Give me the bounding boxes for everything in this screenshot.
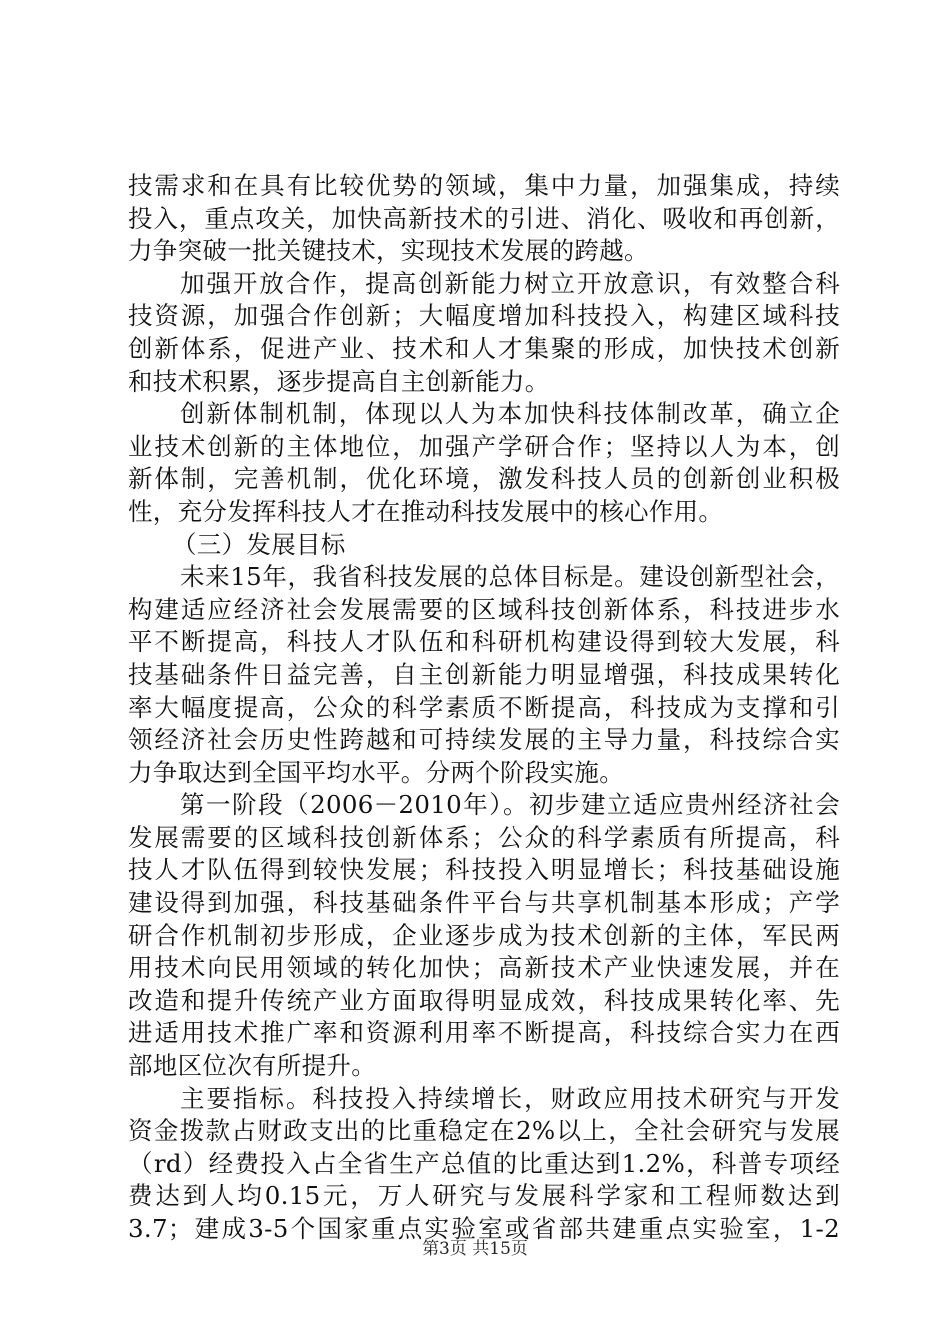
text-line: 加强开放合作，提高创新能力树立开放意识，有效整合科	[180, 268, 840, 298]
text-line: 和技术积累，逐步提高自主创新能力。	[128, 366, 550, 396]
text-line: 用技术向民用领域的转化加快；高新技术产业快速发展，并在	[128, 953, 840, 983]
text-line: 创新体制机制，体现以人为本加快科技体制改革，确立企	[180, 399, 840, 429]
text-line: 资金拨款占财政支出的比重稳定在2%以上，全社会研究与发展	[128, 1116, 840, 1146]
text-line: （rd）经费投入占全省生产总值的比重达到1.2%，科普专项经	[128, 1148, 840, 1178]
page-footer	[0, 1238, 950, 1260]
text-line: 部地区位次有所提升。	[128, 1051, 376, 1081]
text-line: 未来15年，我省科技发展的总体目标是。建设创新型社会，	[180, 562, 840, 592]
text-line: 构建适应经济社会发展需要的区域科技创新体系，科技进步水	[128, 594, 840, 624]
text-line: 改造和提升传统产业方面取得明显成效，科技成果转化率、先	[128, 985, 840, 1015]
text-line: 费达到人均0.15元，万人研究与发展科学家和工程师数达到	[128, 1181, 840, 1211]
text-line: 率大幅度提高，公众的科学素质不断提高，科技成为支撑和引	[128, 692, 840, 722]
text-line: 力争突破一批关键技术，实现技术发展的跨越。	[128, 236, 649, 266]
text-line: 技基础条件日益完善，自主创新能力明显增强，科技成果转化	[128, 659, 840, 689]
section-heading: （三）发展目标	[172, 529, 346, 559]
text-line: 主要指标。科技投入持续增长，财政应用技术研究与开发	[180, 1083, 840, 1113]
text-line: 平不断提高，科技人才队伍和科研机构建设得到较大发展，科	[128, 627, 840, 657]
document-body	[128, 170, 840, 1246]
text-line: 力争取达到全国平均水平。分两个阶段实施。	[128, 757, 624, 787]
text-line: 性，充分发挥科技人才在推动科技发展中的核心作用。	[128, 496, 724, 526]
text-line: 技资源，加强合作创新；大幅度增加科技投入，构建区域科技	[128, 301, 840, 331]
text-line: 研合作机制初步形成，企业逐步成为技术创新的主体，军民两	[128, 920, 840, 950]
text-line: 进适用技术推广率和资源利用率不断提高，科技综合实力在西	[128, 1018, 840, 1048]
text-line: 领经济社会历史性跨越和可持续发展的主导力量，科技综合实	[128, 725, 840, 755]
text-line: 发展需要的区域科技创新体系；公众的科学素质有所提高，科	[128, 822, 840, 852]
text-line: 3.7；建成3-5个国家重点实验室或省部共建重点实验室，1-2	[128, 1214, 840, 1243]
text-line: 业技术创新的主体地位，加强产学研合作；坚持以人为本，创	[128, 431, 840, 461]
page-number-label: 第3页 共15页	[422, 1239, 528, 1259]
text-line: 建设得到加强，科技基础条件平台与共享机制基本形成；产学	[128, 888, 840, 918]
text-line: 技人才队伍得到较快发展；科技投入明显增长；科技基础设施	[128, 855, 840, 885]
text-line: 新体制，完善机制，优化环境，激发科技人员的创新创业积极	[128, 464, 840, 494]
text-line: 第一阶段（2006－2010年）。初步建立适应贵州经济社会	[180, 790, 840, 820]
text-line: 投入，重点攻关，加快高新技术的引进、消化、吸收和再创新，	[128, 203, 840, 233]
text-line: 技需求和在具有比较优势的领域，集中力量，加强集成，持续	[128, 171, 840, 200]
text-line: 创新体系，促进产业、技术和人才集聚的形成，加快技术创新	[128, 333, 840, 363]
